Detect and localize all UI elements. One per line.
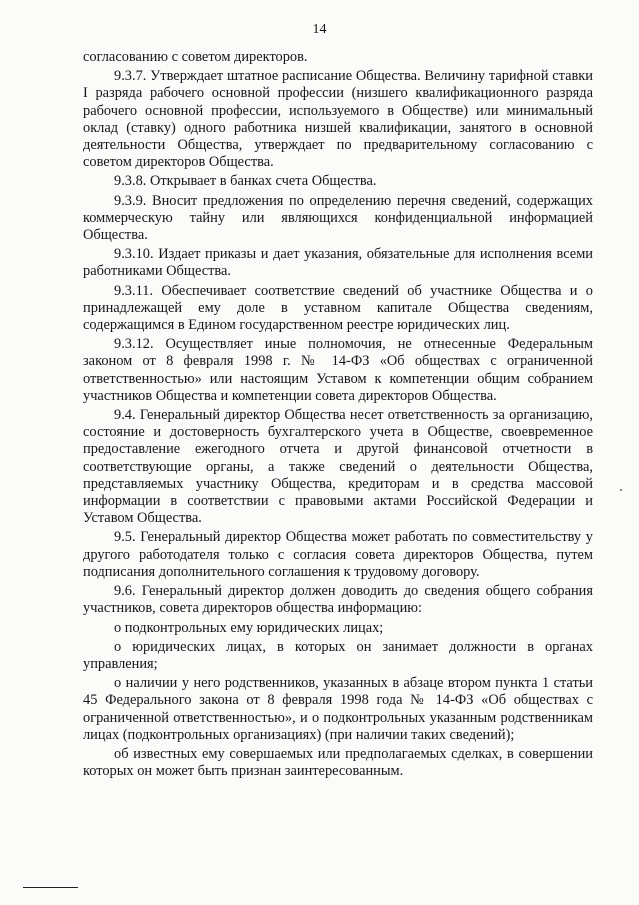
paragraph-continuation: согласованию с советом директоров. xyxy=(83,49,308,65)
paragraph-9-3-11: 9.3.11. Обеспечивает соответствие сведений об участнике Общества и о принадлежащей ему доле в уставном капитале Общества сведениям, содержащимся в Едином государственном реестре юридических лиц. xyxy=(83,282,593,334)
list-item-relatives: о наличии у него родственников, указанных в абзаце втором пункта 1 статьи 45 Федерального закона от 8 февраля 1998 года № 14-ФЗ «Об обществах с ограниченной ответственностью», и о подконтрольных указанным родственникам лицах (подконтрольных организациях) (при наличии таких сведений); xyxy=(83,675,593,743)
list-item-transactions: об известных ему совершаемых или предполагаемых сделках, в совершении которых он может быть признан заинтересованным. xyxy=(83,745,593,780)
paragraph-9-3-9: 9.3.9. Вносит предложения по определению перечня сведений, содержащих коммерческую тайну или являющихся конфиденциальной информацией Общества. xyxy=(83,192,593,244)
document-body xyxy=(83,49,593,782)
paragraph-9-3-10: 9.3.10. Издает приказы и дает указания, обязательные для исполнения всеми работниками Общества. xyxy=(83,246,593,280)
paragraph-9-3-12: 9.3.12. Осуществляет иные полномочия, не отнесенные Федеральным законом от 8 февраля 1998 г. № 14-ФЗ «Об обществах с ограниченной ответственностью» или настоящим Уставом к компетенции общим собранием участников Общества и компетенции совета директоров Общества. xyxy=(83,336,593,404)
scan-speck xyxy=(620,489,622,491)
list-item-management-positions: о юридических лицах, в которых он занимает должности в органах управления; xyxy=(83,638,593,672)
paragraph-9-6: 9.6. Генеральный директор должен доводить до сведения общего собрания участников, совета директоров общества информацию: xyxy=(83,583,593,617)
paragraph-9-4: 9.4. Генеральный директор Общества несет ответственность за организацию, состояние и достоверность бухгалтерского учета в Обществе, своевременное предоставление ежегодного отчета и другой финансовой отчетности в соответствующие органы, а также сведений о деятельности Общества, представляемых участнику Общества, кредиторам и в средства массовой информации в соответствии с правовыми актами Российской Федерации и Уставом Общества. xyxy=(83,407,593,527)
page-number: 14 xyxy=(312,22,327,37)
paragraph-9-3-8: 9.3.8. Открывает в банках счета Общества. xyxy=(114,173,377,190)
list-item-controlled-entities: о подконтрольных ему юридических лицах; xyxy=(114,619,384,636)
paragraph-9-5: 9.5. Генеральный директор Общества может работать по совместительству у другого работодателя только с согласия совета директоров Общества, путем подписания дополнительного соглашения к трудовому договору. xyxy=(83,529,593,580)
footnote-divider xyxy=(23,887,78,888)
paragraph-9-3-7: 9.3.7. Утверждает штатное расписание Общества. Величину тарифной ставки I разряда рабочего основной профессии (низшего квалификационного разряда рабочего основной профессии, используемого в Обществе) или минимальный оклад (ставку) одного работника низшей квалификации, занятого в основной деятельности Общества, утверждает по предварительному согласованию с советом директоров Общества. xyxy=(83,68,593,171)
